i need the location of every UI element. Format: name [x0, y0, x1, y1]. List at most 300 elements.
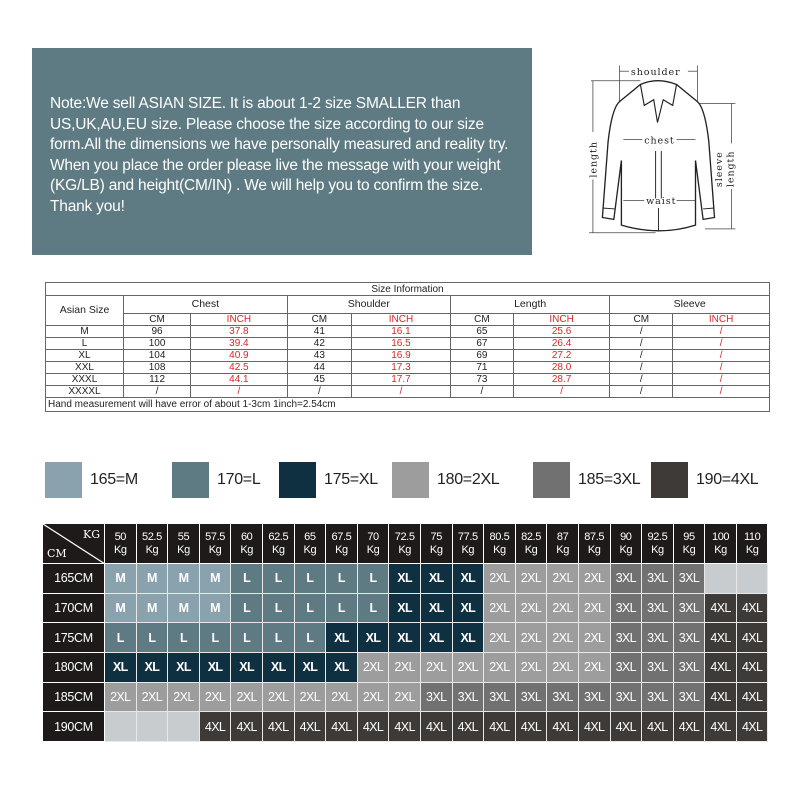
size-cell: XL: [389, 623, 421, 653]
size-cell: L: [168, 623, 200, 653]
size-label: XL: [46, 350, 124, 362]
grid-header-row: [43, 524, 770, 564]
size-cell: 3XL: [611, 683, 643, 713]
size-cell: L: [326, 594, 358, 624]
grid-row: [43, 653, 770, 683]
size-value-sleeve-cm: /: [610, 386, 673, 398]
size-cell: 3XL: [674, 623, 706, 653]
weight-value: 87.5: [584, 530, 605, 543]
size-cell: 2XL: [547, 623, 579, 653]
size-cell: 2XL: [326, 683, 358, 713]
weight-unit: Kg: [524, 543, 538, 556]
size-value-chest-in: 42.5: [191, 362, 288, 374]
size-cell: L: [295, 623, 327, 653]
weight-height-size-grid: [43, 524, 770, 742]
size-cell: 4XL: [547, 712, 579, 742]
legend-swatch: [651, 462, 688, 498]
legend-swatch: [533, 462, 570, 498]
size-cell: 2XL: [484, 623, 516, 653]
weight-header: [168, 524, 200, 564]
chest-header: Chest: [124, 296, 288, 314]
size-cell: 3XL: [579, 683, 611, 713]
weight-unit: Kg: [240, 543, 253, 556]
unit-inch: INCH: [513, 314, 610, 326]
weight-value: 77.5: [457, 530, 478, 543]
shoulder-header: Shoulder: [287, 296, 450, 314]
size-cell: XL: [453, 594, 485, 624]
size-value-sleeve-in: /: [673, 374, 770, 386]
weight-value: 110: [744, 530, 761, 543]
size-cell: 3XL: [642, 623, 674, 653]
weight-value: 57.5: [205, 530, 225, 543]
size-cell: 3XL: [421, 683, 453, 713]
height-label: 175CM: [43, 623, 105, 653]
weight-value: 87: [556, 530, 569, 543]
size-cell: 3XL: [642, 653, 674, 683]
legend-swatch: [392, 462, 429, 498]
size-value-length-cm: /: [450, 386, 513, 398]
size-cell: 2XL: [263, 683, 295, 713]
legend-swatch: [279, 462, 316, 498]
size-cell: 3XL: [642, 683, 674, 713]
size-information-table: [45, 282, 770, 412]
size-cell: 2XL: [389, 653, 421, 683]
size-cell: 4XL: [611, 712, 643, 742]
size-value-shoulder-cm: 42: [287, 338, 351, 350]
size-value-chest-cm: /: [124, 386, 191, 398]
size-cell: M: [200, 564, 232, 594]
weight-unit: Kg: [271, 543, 285, 556]
weight-unit: Kg: [208, 543, 222, 556]
weight-header: [421, 524, 453, 564]
size-cell: L: [200, 623, 232, 653]
weight-header: [200, 524, 232, 564]
size-cell: 2XL: [453, 653, 485, 683]
weight-value: 95: [683, 530, 695, 543]
weight-unit: Kg: [556, 543, 569, 556]
label-shoulder: shoulder: [630, 67, 681, 78]
unit-cm: CM: [450, 314, 513, 326]
size-value-shoulder-cm: 41: [287, 326, 351, 338]
size-value-chest-cm: 108: [124, 362, 191, 374]
size-cell: L: [295, 564, 327, 594]
height-label: 180CM: [43, 653, 105, 683]
size-cell: L: [105, 623, 137, 653]
size-cell: 4XL: [705, 712, 737, 742]
size-cell: 3XL: [642, 564, 674, 594]
size-cell: 2XL: [579, 653, 611, 683]
size-cell: 2XL: [358, 683, 390, 713]
size-cell: 4XL: [516, 712, 548, 742]
size-value-sleeve-cm: /: [610, 350, 673, 362]
weight-header: [326, 524, 358, 564]
weight-header: [389, 524, 421, 564]
unit-inch: INCH: [191, 314, 288, 326]
size-cell: 4XL: [737, 683, 769, 713]
size-value-sleeve-cm: /: [610, 338, 673, 350]
size-row: [46, 374, 770, 386]
size-cell: L: [263, 564, 295, 594]
label-sleeve-length: length: [725, 150, 737, 188]
weight-value: 90: [620, 530, 632, 543]
legend-label: 190=4XL: [696, 471, 759, 488]
size-cell: XL: [137, 653, 169, 683]
size-cell: L: [137, 623, 169, 653]
size-value-chest-cm: 96: [124, 326, 191, 338]
label-chest: chest: [644, 135, 675, 147]
size-row: [46, 326, 770, 338]
unit-cm: CM: [287, 314, 351, 326]
weight-value: 92.5: [647, 530, 668, 543]
size-cell: 3XL: [611, 594, 643, 624]
size-cell: 4XL: [705, 594, 737, 624]
size-value-sleeve-cm: /: [610, 374, 673, 386]
unit-inch: INCH: [352, 314, 451, 326]
size-cell: [105, 712, 137, 742]
unit-cm: CM: [610, 314, 673, 326]
size-cell: [737, 564, 769, 594]
size-cell: 4XL: [200, 712, 232, 742]
size-value-length-cm: 71: [450, 362, 513, 374]
weight-header: [263, 524, 295, 564]
weight-header: [547, 524, 579, 564]
size-cell: 4XL: [737, 712, 769, 742]
size-value-shoulder-cm: /: [287, 386, 351, 398]
weight-value: 55: [177, 530, 190, 543]
weight-unit: Kg: [587, 543, 601, 556]
size-cell: 2XL: [516, 653, 548, 683]
weight-unit: Kg: [366, 543, 380, 556]
size-value-length-in: 28.0: [513, 362, 610, 374]
weight-value: 65: [304, 530, 316, 543]
weight-unit: Kg: [461, 543, 475, 556]
size-value-length-cm: 65: [450, 326, 513, 338]
size-cell: 2XL: [516, 564, 548, 594]
size-value-shoulder-in: 17.7: [352, 374, 451, 386]
size-cell: 4XL: [263, 712, 295, 742]
size-value-length-cm: 67: [450, 338, 513, 350]
legend-label: 180=2XL: [437, 471, 500, 488]
size-cell: XL: [263, 653, 295, 683]
size-cell: 2XL: [231, 683, 263, 713]
size-cell: 2XL: [516, 623, 548, 653]
size-cell: 4XL: [326, 712, 358, 742]
size-cell: XL: [326, 623, 358, 653]
unit-inch: INCH: [673, 314, 770, 326]
size-cell: 3XL: [484, 683, 516, 713]
height-label: 190CM: [43, 712, 105, 742]
size-cell: XL: [200, 653, 232, 683]
weight-value: 80.5: [489, 530, 510, 543]
weight-value: 62.5: [268, 530, 289, 543]
size-cell: L: [358, 594, 390, 624]
label-waist: waist: [646, 196, 677, 208]
legend-label: 175=XL: [324, 471, 378, 488]
size-cell: 2XL: [547, 653, 579, 683]
weight-header: [358, 524, 390, 564]
legend-swatch: [172, 462, 209, 498]
size-cell: M: [168, 564, 200, 594]
size-cell: M: [105, 594, 137, 624]
size-cell: XL: [421, 594, 453, 624]
legend-label: 170=L: [217, 471, 261, 488]
weight-header: [137, 524, 169, 564]
grid-row: [43, 712, 770, 742]
size-cell: 3XL: [674, 683, 706, 713]
size-cell: 4XL: [737, 653, 769, 683]
length-header: Length: [450, 296, 609, 314]
size-cell: L: [295, 594, 327, 624]
weight-unit: Kg: [335, 543, 348, 556]
size-value-sleeve-in: /: [673, 350, 770, 362]
grid-row: [43, 623, 770, 653]
weight-value: 72.5: [394, 530, 415, 543]
size-label: L: [46, 338, 124, 350]
size-cell: 4XL: [389, 712, 421, 742]
legend-label: 185=3XL: [578, 471, 641, 488]
legend-item: [279, 462, 378, 498]
size-value-chest-in: 37.8: [191, 326, 288, 338]
size-cell: XL: [358, 623, 390, 653]
size-cell: XL: [453, 623, 485, 653]
size-cell: [705, 564, 737, 594]
size-value-shoulder-in: /: [352, 386, 451, 398]
weight-unit: Kg: [714, 543, 727, 556]
size-cell: L: [263, 623, 295, 653]
size-cell: M: [137, 564, 169, 594]
size-cell: 2XL: [484, 653, 516, 683]
size-table-title: Size Information: [46, 283, 770, 296]
height-label: 170CM: [43, 594, 105, 624]
grid-row: [43, 594, 770, 624]
size-cell: 3XL: [611, 564, 643, 594]
size-cell: L: [231, 594, 263, 624]
size-value-length-in: /: [513, 386, 610, 398]
weight-header: [737, 524, 769, 564]
size-cell: M: [168, 594, 200, 624]
label-length: length: [588, 141, 600, 178]
size-value-shoulder-cm: 44: [287, 362, 351, 374]
size-cell: L: [358, 564, 390, 594]
size-cell: XL: [326, 653, 358, 683]
size-cell: XL: [231, 653, 263, 683]
legend-item: [45, 462, 138, 498]
size-cell: 3XL: [453, 683, 485, 713]
weight-header: [231, 524, 263, 564]
shirt-measurement-diagram: [572, 56, 762, 246]
weight-header: [674, 524, 706, 564]
size-value-sleeve-in: /: [673, 362, 770, 374]
weight-value: 100: [712, 530, 730, 543]
size-value-sleeve-in: /: [673, 338, 770, 350]
height-label: 185CM: [43, 683, 105, 713]
size-value-length-in: 26.4: [513, 338, 610, 350]
size-cell: 2XL: [484, 564, 516, 594]
size-row: [46, 350, 770, 362]
weight-unit: Kg: [429, 543, 443, 556]
sleeve-header: Sleeve: [610, 296, 770, 314]
weight-unit: Kg: [745, 543, 759, 556]
size-row: [46, 386, 770, 398]
size-value-sleeve-cm: /: [610, 326, 673, 338]
size-cell: M: [137, 594, 169, 624]
size-cell: M: [200, 594, 232, 624]
size-row: [46, 338, 770, 350]
size-cell: 2XL: [547, 594, 579, 624]
weight-header: [642, 524, 674, 564]
size-cell: L: [326, 564, 358, 594]
size-value-length-in: 27.2: [513, 350, 610, 362]
weight-header: [611, 524, 643, 564]
size-cell: 2XL: [105, 683, 137, 713]
height-size-legend: [45, 462, 775, 498]
legend-swatch: [45, 462, 82, 498]
weight-unit: Kg: [651, 543, 664, 556]
legend-item: [392, 462, 499, 498]
weight-header: [579, 524, 611, 564]
size-value-shoulder-cm: 45: [287, 374, 351, 386]
size-cell: 4XL: [358, 712, 390, 742]
size-value-sleeve-in: /: [673, 326, 770, 338]
size-row: [46, 362, 770, 374]
size-cell: 2XL: [358, 653, 390, 683]
size-value-sleeve-cm: /: [610, 362, 673, 374]
size-value-chest-cm: 112: [124, 374, 191, 386]
weight-value: 60: [240, 530, 253, 543]
legend-label: 165=M: [90, 471, 138, 488]
weight-value: 52.5: [141, 530, 162, 543]
size-table-footnote: Hand measurement will have error of about 1-3cm 1inch=2.54cm: [46, 398, 770, 412]
weight-unit: Kg: [177, 543, 190, 556]
unit-cm: CM: [124, 314, 191, 326]
size-label: M: [46, 326, 124, 338]
legend-item: [533, 462, 640, 498]
shirt-icon: [572, 56, 762, 246]
weight-header: [105, 524, 137, 564]
weight-header: [705, 524, 737, 564]
weight-value: 50: [114, 530, 127, 543]
corner-cm-label: CM: [47, 547, 67, 560]
size-value-shoulder-in: 17.3: [352, 362, 451, 374]
size-cell: 4XL: [231, 712, 263, 742]
grid-body: [43, 564, 770, 742]
size-cell: XL: [389, 564, 421, 594]
size-value-sleeve-in: /: [673, 386, 770, 398]
size-cell: XL: [389, 594, 421, 624]
size-cell: XL: [421, 623, 453, 653]
weight-value: 82.5: [521, 530, 541, 543]
size-value-shoulder-in: 16.1: [352, 326, 451, 338]
size-cell: 2XL: [295, 683, 327, 713]
weight-value: 75: [430, 530, 442, 543]
size-cell: M: [105, 564, 137, 594]
size-value-chest-in: 44.1: [191, 374, 288, 386]
size-cell: XL: [453, 564, 485, 594]
size-cell: [137, 712, 169, 742]
size-cell: XL: [295, 653, 327, 683]
size-value-chest-in: /: [191, 386, 288, 398]
size-cell: 4XL: [295, 712, 327, 742]
size-value-chest-cm: 104: [124, 350, 191, 362]
size-cell: 2XL: [168, 683, 200, 713]
size-cell: 4XL: [705, 653, 737, 683]
size-cell: 4XL: [737, 623, 769, 653]
size-cell: 2XL: [484, 594, 516, 624]
size-cell: 3XL: [674, 564, 706, 594]
size-cell: 2XL: [421, 653, 453, 683]
weight-value: 67.5: [331, 530, 352, 543]
size-note-text: Note:We sell ASIAN SIZE. It is about 1-2 size SMALLER than US,UK,AU,EU size. Please choose the size according to our size form.All the dimensions we have personally measured and reality try. When you place the order please live the message with your weight (KG/LB) and height(CM/IN) . We will help you to confirm the size. Thank you!: [50, 95, 509, 215]
size-cell: 4XL: [674, 712, 706, 742]
grid-row: [43, 564, 770, 594]
weight-unit: Kg: [619, 543, 633, 556]
size-cell: 4XL: [737, 594, 769, 624]
size-cell: XL: [168, 653, 200, 683]
size-cell: 4XL: [642, 712, 674, 742]
size-value-shoulder-in: 16.5: [352, 338, 451, 350]
size-note-box: [32, 48, 532, 255]
weight-unit: Kg: [682, 543, 696, 556]
size-label: XXXXL: [46, 386, 124, 398]
weight-unit: Kg: [145, 543, 159, 556]
size-cell: 3XL: [674, 653, 706, 683]
size-value-length-in: 25.6: [513, 326, 610, 338]
size-cell: [168, 712, 200, 742]
weight-unit: Kg: [493, 543, 506, 556]
size-cell: 2XL: [516, 594, 548, 624]
size-value-chest-cm: 100: [124, 338, 191, 350]
size-value-length-in: 28.7: [513, 374, 610, 386]
size-label: XXL: [46, 362, 124, 374]
size-value-length-cm: 69: [450, 350, 513, 362]
size-cell: 2XL: [389, 683, 421, 713]
size-cell: 2XL: [579, 623, 611, 653]
weight-header: [453, 524, 485, 564]
weight-header: [295, 524, 327, 564]
size-cell: 4XL: [421, 712, 453, 742]
size-cell: 3XL: [674, 594, 706, 624]
size-cell: L: [231, 564, 263, 594]
size-cell: 2XL: [547, 564, 579, 594]
size-cell: 3XL: [611, 623, 643, 653]
height-label: 165CM: [43, 564, 105, 594]
size-cell: 3XL: [642, 594, 674, 624]
size-cell: XL: [421, 564, 453, 594]
size-value-shoulder-cm: 43: [287, 350, 351, 362]
legend-item: [172, 462, 260, 498]
weight-unit: Kg: [303, 543, 317, 556]
size-value-shoulder-in: 16.9: [352, 350, 451, 362]
size-cell: 4XL: [579, 712, 611, 742]
size-cell: 3XL: [516, 683, 548, 713]
size-cell: 2XL: [579, 594, 611, 624]
size-table-body: [46, 326, 770, 398]
weight-unit: Kg: [113, 543, 127, 556]
asian-size-header: Asian Size: [46, 296, 124, 326]
grid-corner: [43, 524, 105, 564]
size-cell: 2XL: [579, 564, 611, 594]
size-cell: 4XL: [705, 683, 737, 713]
size-value-length-cm: 73: [450, 374, 513, 386]
size-cell: L: [263, 594, 295, 624]
size-cell: 3XL: [547, 683, 579, 713]
size-value-chest-in: 40.9: [191, 350, 288, 362]
size-label: XXXL: [46, 374, 124, 386]
legend-item: [651, 462, 758, 498]
weight-header: [484, 524, 516, 564]
size-cell: 3XL: [611, 653, 643, 683]
size-cell: 2XL: [200, 683, 232, 713]
